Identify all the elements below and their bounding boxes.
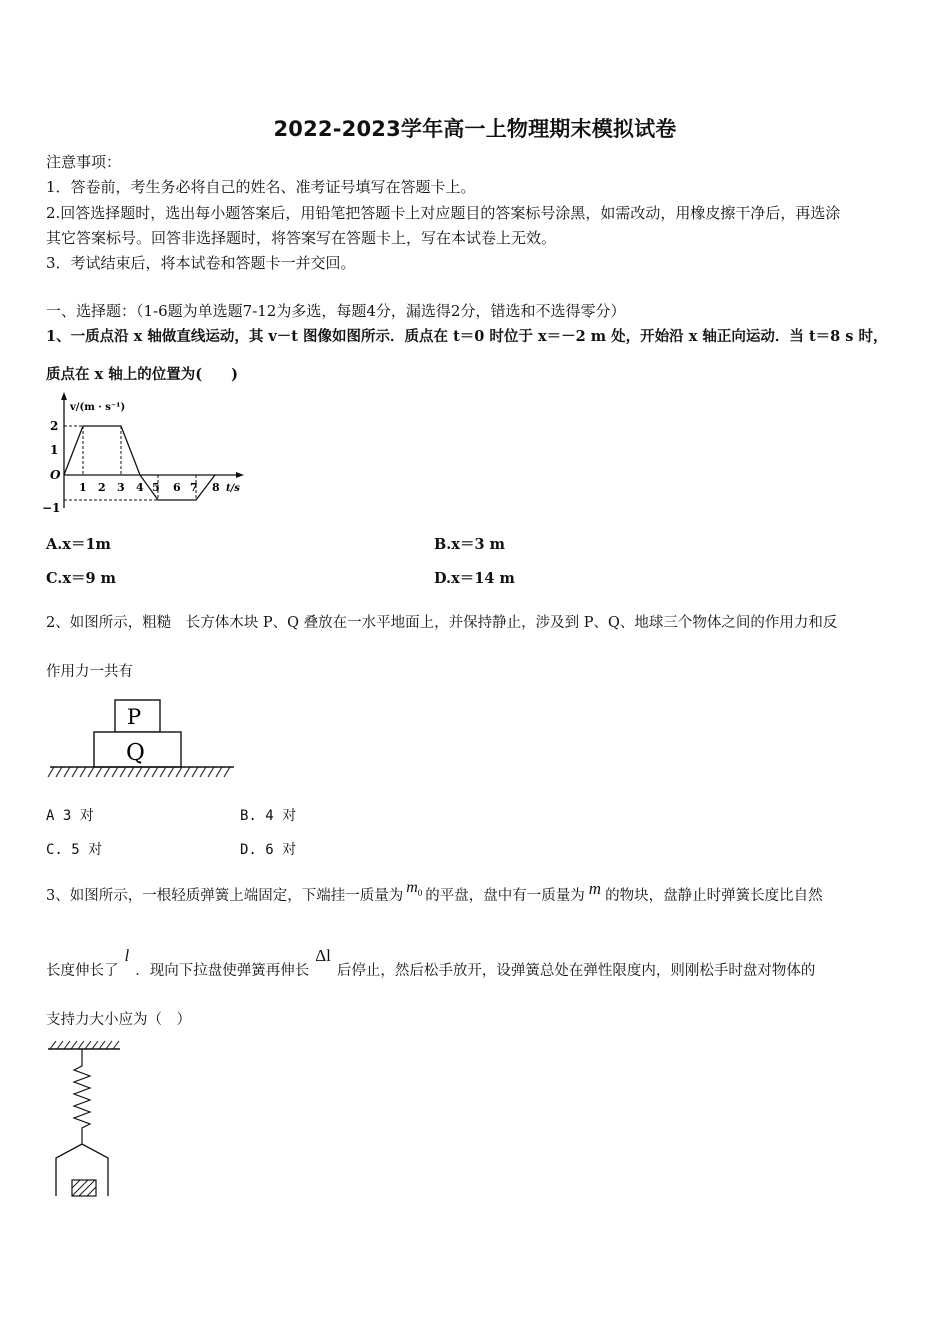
q1-option-b[interactable]: B.x＝3 m xyxy=(434,536,505,553)
x-tick-5: 5 xyxy=(152,481,160,494)
notice-item-2: 2.回答选择题时，选出每小题答案后，用铅笔把答题卡上对应题目的答案标号涂黑，如需改动，用橡皮擦干净后，再选涂 xyxy=(46,204,841,222)
q1-text-line2: 质点在 x 轴上的位置为( ) xyxy=(46,366,238,383)
x-tick-3: 3 xyxy=(117,481,125,494)
symbol-l: l xyxy=(124,946,130,965)
q1-vt-graph xyxy=(40,390,250,520)
symbol-m0: $m_0$ xyxy=(406,879,423,899)
q1-option-c[interactable]: C.x＝9 m xyxy=(46,570,116,587)
block-p-label: P xyxy=(127,705,142,729)
y-tick-minus1: −1 xyxy=(42,501,61,515)
y-tick-origin: O xyxy=(50,468,61,482)
q2-blocks-figure xyxy=(46,694,238,786)
y-tick-2: 2 xyxy=(50,419,59,433)
q3-line2-part-b: ．现向下拉盘使弹簧再伸长 xyxy=(135,963,310,979)
block-q-label: Q xyxy=(126,740,145,766)
ceiling-hatch xyxy=(50,1041,119,1049)
q3-text-line2 xyxy=(46,946,816,980)
q3-line1-part-a: 3、如图所示，一根轻质弹簧上端固定，下端挂一质量为 xyxy=(46,888,404,904)
q2-option-d[interactable]: D. 6 对 xyxy=(240,842,297,858)
x-tick-2: 2 xyxy=(98,481,106,494)
x-tick-1: 1 xyxy=(79,481,87,494)
x-axis-label: t/s xyxy=(226,483,240,494)
y-tick-1: 1 xyxy=(50,443,59,457)
q3-text-line1 xyxy=(46,879,823,910)
x-axis-arrow xyxy=(236,472,244,478)
notice-item-3: 3．考试结束后，将本试卷和答题卡一并交回。 xyxy=(46,254,356,272)
section-heading: 一、选择题：（1-6题为单选题7-12为多选，每题4分，漏选得2分，错选和不选得零分） xyxy=(46,302,626,320)
notice-item-1: 1．答卷前，考生务必将自己的姓名、准考证号填写在答题卡上。 xyxy=(46,178,476,196)
q1-text-line1: 1、一质点沿 x 轴做直线运动，其 v－t 图像如图所示．质点在 t＝0 时位于 x＝－2 m 处，开始沿 x 轴正向运动．当 t＝8 s 时， xyxy=(46,328,888,345)
q2-text-line1: 2、如图所示，粗糙 长方体木块 P、Q 叠放在一水平地面上，并保持静止，涉及到 P、Q、地球三个物体之间的作用力和反 xyxy=(46,615,838,631)
symbol-delta-l: Δl xyxy=(315,946,331,965)
notice-item-2-cont: 其它答案标号。回答非选择题时，将答案写在答题卡上，写在本试卷上无效。 xyxy=(46,229,557,247)
y-axis-label: v/(m · s⁻¹) xyxy=(70,402,126,413)
q2-text-line2: 作用力一共有 xyxy=(46,664,133,680)
q3-line2-part-a: 长度伸长了 xyxy=(46,963,119,979)
y-axis-arrow xyxy=(61,392,67,400)
page-title: 2022-2023学年高一上物理期末模拟试卷 xyxy=(273,117,677,141)
q3-text-line3: 支持力大小应为（ ） xyxy=(46,1012,191,1028)
spring xyxy=(74,1049,90,1144)
q3-spring-figure xyxy=(44,1036,124,1202)
q2-option-c[interactable]: C. 5 对 xyxy=(46,842,103,858)
q2-option-b[interactable]: B. 4 对 xyxy=(240,808,297,824)
q3-line1-part-b: 的平盘，盘中有一质量为 xyxy=(425,888,585,904)
x-tick-8: 8 xyxy=(212,481,220,494)
q3-line1-part-c: 的物块，盘静止时弹簧长度比自然 xyxy=(605,888,823,904)
x-tick-4: 4 xyxy=(136,481,144,494)
q1-option-a[interactable]: A.x＝1m xyxy=(46,536,111,553)
x-tick-6: 6 xyxy=(173,481,181,494)
notice-heading: 注意事项： xyxy=(46,153,122,171)
ground-hatch xyxy=(48,767,230,777)
q2-option-a[interactable]: A 3 对 xyxy=(46,808,94,824)
symbol-m: m xyxy=(588,879,602,898)
q1-option-d[interactable]: D.x＝14 m xyxy=(434,570,515,587)
q3-line2-part-c: 后停止，然后松手放开，设弹簧总处在弹性限度内，则刚松手时盘对物体的 xyxy=(336,963,816,979)
x-tick-7: 7 xyxy=(190,481,198,494)
